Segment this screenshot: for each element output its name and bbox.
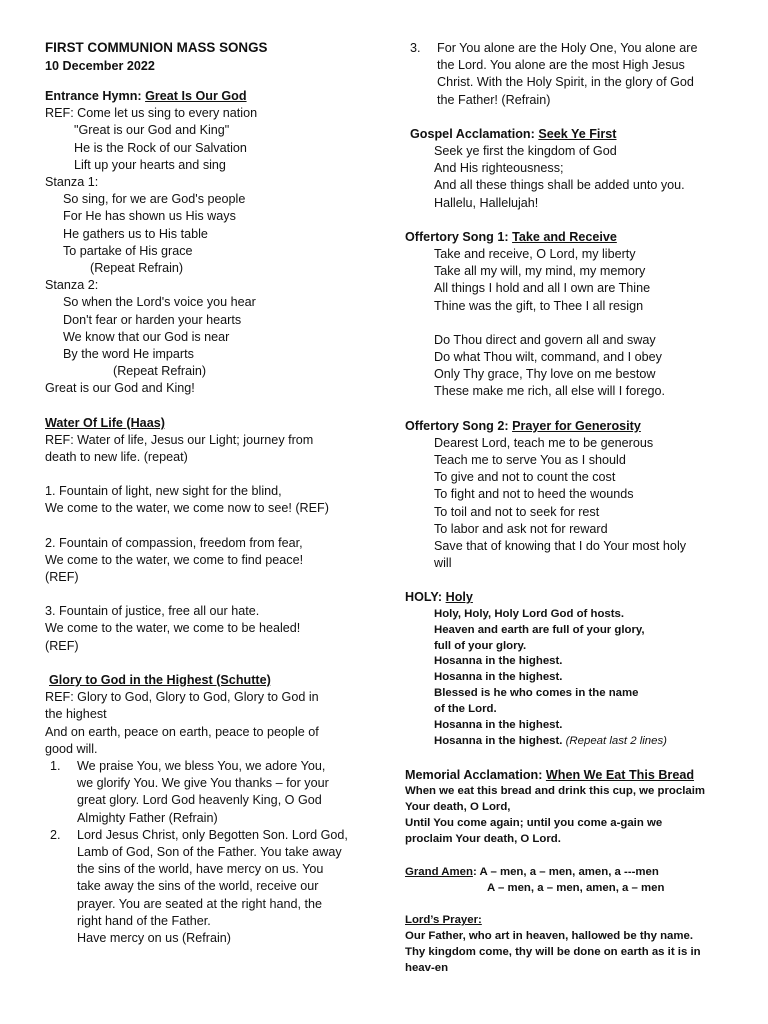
glory-item-line: the sins of the world, have mercy on us. You [77,862,324,877]
offertory1-heading [405,229,735,246]
offertory2-line: To labor and ask not for reward [434,521,608,536]
offertory2-line: will [434,556,452,571]
water-song-title: Water Of Life (Haas) [45,415,165,430]
water-verse-line: 2. Fountain of compassion, freedom from fear, [45,535,303,550]
entrance-label: Entrance Hymn: [45,89,146,103]
glory-item-line: Christ. With the Holy Spirit, in the glory of God [437,75,694,90]
offertory1-line: These make me rich, all else will I forego. [434,384,665,399]
amen-line: : A – men, a – men, amen, a ---men [472,865,659,878]
holy-line: Hosanna in the highest. [434,671,563,684]
left-column [45,40,365,947]
stanza2-line: Don't fear or harden your hearts [63,312,242,327]
glory-item-line: right hand of the Father. [77,913,211,928]
water-verse-line: 1. Fountain of light, new sight for the blind, [45,484,282,499]
lords-prayer-heading: Lord’s Prayer: [405,914,482,927]
offertory2-line: To give and not to count the cost [434,470,616,485]
item-number: 2. [50,827,61,842]
holy-line: Hosanna in the highest. [434,719,563,732]
entrance-heading [45,88,365,105]
glory-ref-line: REF: Glory to God, Glory to God, Glory to God in [45,690,319,705]
offertory2-line: Teach me to serve You as I should [434,453,626,468]
memorial-acclamation [405,767,735,848]
amen-label: Grand Amen [405,865,473,878]
glory-item [45,758,365,827]
page-title: FIRST COMMUNION MASS SONGS [45,40,268,55]
stanza2-line: We know that our God is near [63,329,230,344]
offertory2-label: Offertory Song 2: [405,418,513,433]
gospel-line: And His righteousness; [434,161,564,176]
water-of-life [45,415,365,655]
glory-item-line: the Father! (Refrain) [437,92,551,107]
memorial-label: Memorial Acclamation: [405,767,546,782]
grand-amen [405,865,735,897]
right-column [405,40,735,977]
offertory2-line: To toil and not to seek for rest [434,504,600,519]
offertory1-line: Thine was the gift, to Thee I all resign [434,298,644,313]
entrance-ref-line: "Great is our God and King" [74,123,230,138]
stanza1-line: He gathers us to His table [63,226,208,241]
glory-item [405,40,735,109]
lords-prayer [405,913,735,977]
holy-repeat-note: (Repeat last 2 lines) [565,734,667,747]
stanza1-label: Stanza 1: [45,175,99,190]
holy-last-line [405,734,735,750]
water-verse-line: (REF) [45,570,79,585]
offertory2-line: Dearest Lord, teach me to be generous [434,435,654,450]
glory-item-line: prayer. You are seated at the right hand, the [77,896,323,911]
stanza2-line: So when the Lord's voice you hear [63,295,256,310]
offertory1-line: All things I hold and all I own are Thine [434,281,651,296]
offertory1-label: Offertory Song 1: [405,229,513,244]
amen-line-1 [405,865,735,881]
glory-ref-line: the highest [45,707,107,722]
offertory2-line: Save that of knowing that I do Your most holy [434,539,687,554]
glory-item-line: great glory. Lord God heavenly King, O God [77,793,322,808]
glory-item-line: Have mercy on us (Refrain) [77,930,231,945]
holy-line: Holy, Holy, Holy Lord God of hosts. [434,607,625,620]
holy-line: Blessed is he who comes in the name [434,687,639,700]
offertory2-heading [405,418,735,435]
stanza2-line: By the word He imparts [63,347,194,362]
glory-song-title: Glory to God in the Highest (Schutte) [49,672,271,687]
water-verse-line: We come to the water, we come to be healed! [45,621,301,636]
gospel-heading [405,126,735,143]
entrance-hymn [45,88,365,398]
offertory2-line: To fight and not to heed the wounds [434,487,634,502]
repeat-refrain: (Repeat Refrain) [90,261,184,276]
page-date: 10 December 2022 [45,59,155,73]
holy-heading [405,589,735,606]
water-verse-line: (REF) [45,638,79,653]
repeat-refrain: (Repeat Refrain) [113,364,207,379]
water-verse-line: 3. Fountain of justice, free all our hate. [45,604,260,619]
memorial-line: proclaim Your death, O Lord. [405,832,561,845]
glory-to-god [45,672,365,947]
offertory1-line: Do Thou direct and govern all and sway [434,332,656,347]
offertory-song-1 [405,229,735,401]
holy-label: HOLY: [405,590,446,605]
lords-prayer-line: heav-en [405,962,449,975]
water-verse-line: We come to the water, we come to find peace! [45,552,304,567]
item-number: 3. [410,41,421,55]
gospel-line: Seek ye first the kingdom of God [434,144,617,159]
glory-item-line: the Lord. You alone are the most High Jesus [437,58,685,73]
water-ref-line: death to new life. (repeat) [45,450,188,465]
holy-section [405,589,735,749]
holy-line: of the Lord. [434,703,497,716]
entrance-ref: REF: Come let us sing to every nation [45,106,258,121]
glory-item [45,827,365,947]
memorial-line: Until You come again; until you come a-gain we [405,816,663,829]
gospel-song-title: Seek Ye First [538,126,617,141]
offertory1-song-title: Take and Receive [512,229,617,244]
memorial-heading [405,767,735,784]
lords-prayer-line: Thy kingdom come, thy will be done on earth as it is in [405,946,701,959]
holy-song-title: Holy [445,590,473,605]
glory-ref-line: And on earth, peace on earth, peace to people of [45,724,319,739]
lords-prayer-line: Our Father, who art in heaven, hallowed be thy name. [405,930,693,943]
offertory1-line: Only Thy grace, Thy love on me bestow [434,367,656,382]
stanza2-label: Stanza 2: [45,278,99,293]
entrance-ref-line: He is the Rock of our Salvation [74,140,247,155]
memorial-line: When we eat this bread and drink this cup, we proclaim [405,785,706,798]
glory-item-line: Almighty Father (Refrain) [77,810,218,825]
offertory1-line: Take all my will, my mind, my memory [434,264,646,279]
offertory-song-2 [405,418,735,573]
glory-item-line: Lord Jesus Christ, only Begotten Son. Lord God, [77,827,348,842]
holy-line: Heaven and earth are full of your glory, [434,623,645,636]
offertory1-line: Take and receive, O Lord, my liberty [434,247,636,262]
glory-item-line: For You alone are the Holy One, You alone are [437,41,698,55]
glory-item-line: we glorify You. We give You thanks – for your [77,776,329,791]
holy-line: Hosanna in the highest. [434,655,563,668]
glory-item-line: We praise You, we bless You, we adore You, [77,758,326,773]
water-ref-line: REF: Water of life, Jesus our Light; journey from [45,432,314,447]
stanza1-line: So sing, for we are God's people [63,192,246,207]
gospel-line: And all these things shall be added unto you. [434,178,685,193]
water-verse-line: We come to the water, we come now to see! (REF) [45,501,329,516]
gospel-acclamation [405,126,735,212]
glory-item-line: take away the sins of the world, receive our [77,879,319,894]
holy-line: Hosanna in the highest. [434,734,566,747]
glory-ref-line: good will. [45,741,98,756]
stanza1-line: For He has shown us His ways [63,209,236,224]
glory-item-line: Lamb of God, Son of the Father. You take away [77,844,342,859]
memorial-song-title: When We Eat This Bread [545,767,695,782]
memorial-line: Your death, O Lord, [405,800,511,813]
amen-line-2: A – men, a – men, amen, a – men [487,881,665,894]
holy-line: full of your glory. [434,639,527,652]
gospel-line: Hallelu, Hallelujah! [434,195,539,210]
item-number: 1. [50,758,61,773]
gospel-label: Gospel Acclamation: [410,126,539,141]
offertory2-song-title: Prayer for Generosity [512,418,641,433]
offertory1-line: Do what Thou wilt, command, and I obey [434,350,662,365]
entrance-closing: Great is our God and King! [45,381,195,396]
entrance-ref-line: Lift up your hearts and sing [74,157,226,172]
entrance-song-title: Great Is Our God [145,89,247,103]
stanza1-line: To partake of His grace [63,243,193,258]
